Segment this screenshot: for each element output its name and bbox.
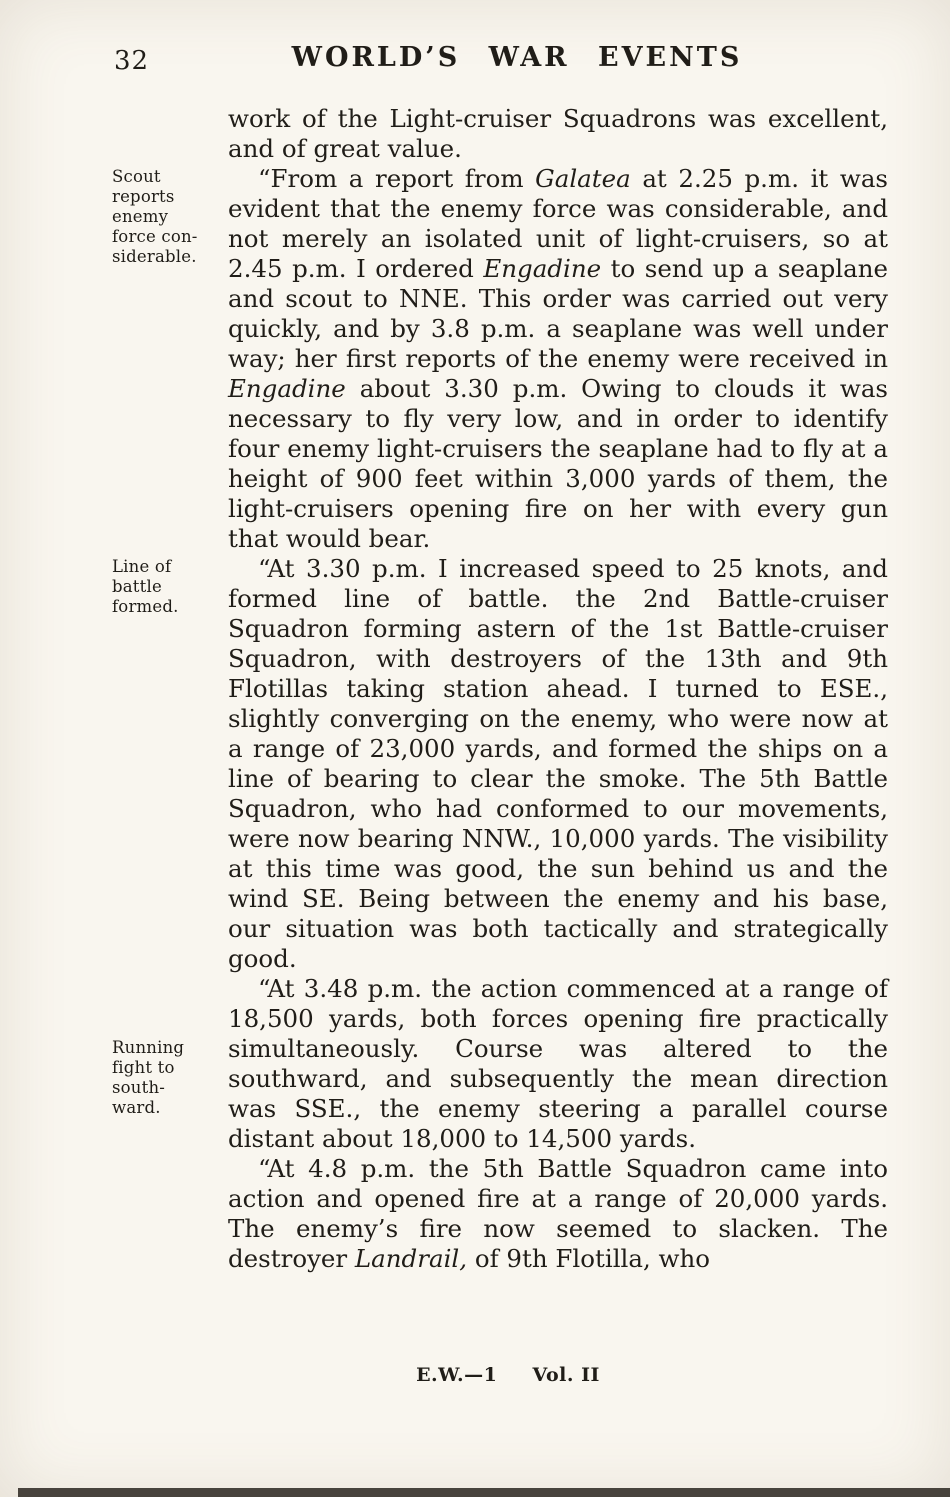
page-header [112, 42, 892, 80]
footer-volume: Vol. II [532, 1364, 600, 1386]
text-segment: about 3.30 p.m. Owing to clouds it was necessary to fly very low, and in order to identify four enemy light-cruisers the seaplane had to fly at a height of 900 feet within 3,000 yards of them, the light-cruisers opening fire on her with every gun that would bear. [228, 374, 888, 553]
paragraph [112, 104, 892, 164]
margin-note-line: ward. [112, 1098, 161, 1117]
paragraph-text [228, 1154, 888, 1274]
page-footer [0, 1364, 950, 1386]
margin-note-line: force con- [112, 227, 198, 246]
margin-note-line: formed. [112, 597, 179, 616]
scan-edge-artifact [18, 1488, 950, 1497]
ship-name: Landrail, [354, 1244, 468, 1273]
margin-note [112, 167, 224, 267]
text-segment: “At 3.30 p.m. I increased speed to 25 knots, and formed line of battle. the 2nd Battle-cruiser Squadron forming astern of the 1st Battle-cruiser Squadron, with destroyers of the 13th and 9th Flotillas taking station ahead. I turned to ESE., slightly converging on the enemy, who were now at a range of 23,000 yards, and formed the ships on a line of bearing to clear the smoke. The 5th Battle Squadron, who had conformed to our movements, were now bearing NNW., 10,000 yards. The visibility at this time was good, the sun behind us and the wind SE. Being between the enemy and his base, our situation was both tactically and strategically good. [228, 554, 888, 973]
margin-note-line: Line of [112, 557, 172, 576]
paragraph [112, 1154, 892, 1274]
text-segment: at 2.25 p.m. it was evident that the enemy force was considerable, and not merely an isolated unit of light-cruisers, so at 2.45 p.m. I ordered [228, 164, 889, 283]
paragraph-text [228, 164, 888, 554]
paragraph [112, 164, 892, 554]
paragraph-text [228, 554, 888, 974]
margin-note-line: south- [112, 1078, 166, 1097]
ship-name: Engadine [228, 374, 346, 403]
paragraph-text [228, 974, 888, 1154]
margin-note-line: Scout [112, 167, 161, 186]
footer-signature: E.W.—1 [416, 1364, 498, 1386]
margin-note-line: fight to [112, 1058, 175, 1077]
margin-note-line: reports [112, 187, 175, 206]
text-segment: “At 3.48 p.m. the action commenced at a range of 18,500 yards, both forces opening fire practically simultaneously. Course was altered to the southward, and subsequently the mean direction was SSE., the enemy steering a parallel course distant about 18,000 to 14,500 yards. [228, 974, 888, 1153]
margin-note-line: Running [112, 1038, 185, 1057]
margin-note-line: enemy [112, 207, 169, 226]
margin-note [112, 557, 224, 617]
text-segment: of 9th Flotilla, who [467, 1244, 711, 1273]
text-segment: “At 4.8 p.m. the 5th Battle Squadron came into action and opened fire at a range of 20,000 yards. The enemy’s fire now seemed to slacken. The destroyer [228, 1154, 888, 1273]
page-number: 32 [114, 46, 150, 76]
paragraph [112, 974, 892, 1154]
text-segment: work of the Light-cruiser Squadrons was excellent, and of great value. [228, 104, 888, 163]
margin-note-line: siderable. [112, 247, 197, 266]
running-title: WORLD’S WAR EVENTS [291, 42, 743, 73]
text-segment: to send up a seaplane and scout to NNE. This order was carried out very quickly, and by 3.8 p.m. a seaplane was well under way; her first reports of the enemy were received in [228, 254, 888, 373]
text-segment: “From a report from [258, 164, 536, 193]
margin-note-line: battle [112, 577, 162, 596]
paragraph-text [228, 104, 888, 164]
paragraph [112, 554, 892, 974]
ship-name: Engadine [483, 254, 602, 283]
ship-name: Galatea [535, 164, 631, 193]
margin-note [112, 1038, 224, 1118]
text-body [112, 104, 892, 1274]
